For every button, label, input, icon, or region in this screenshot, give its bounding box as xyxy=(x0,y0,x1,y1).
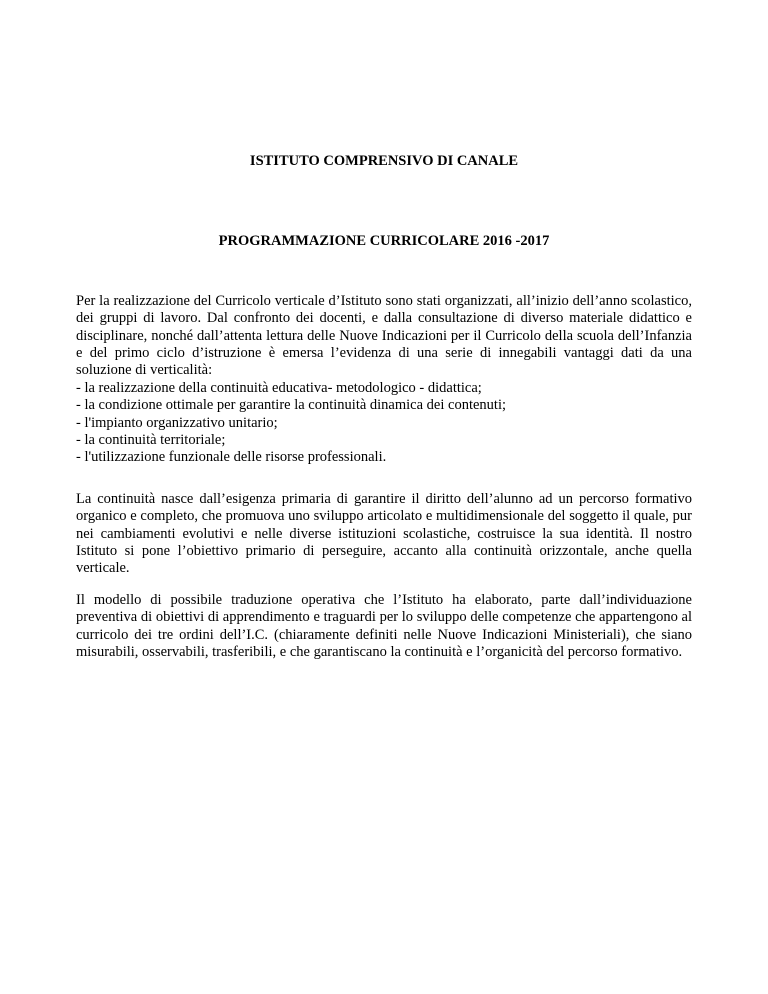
list-item: - la realizzazione della continuità educativa- metodologico - didattica; xyxy=(76,380,482,396)
document-title: ISTITUTO COMPRENSIVO DI CANALE xyxy=(249,153,519,169)
document-subtitle: PROGRAMMAZIONE CURRICOLARE 2016 -2017 xyxy=(218,233,550,249)
continuity-paragraph: La continuità nasce dall’esigenza primaria di garantire il diritto dell’alunno ad un percorso formativo organico e completo, che promuova uno sviluppo articolato e multidimensionale del soggetto il quale, pur nei cambiamenti evolutivi e nelle diverse istituzioni scolastiche, costruisce la sua identità. Il nostro Istituto si pone l’obiettivo primario di perseguire, accanto alla continuità orizzontale, anche quella verticale. xyxy=(76,491,692,577)
list-item: - l'utilizzazione funzionale delle risorse professionali. xyxy=(76,449,387,466)
intro-paragraph: Per la realizzazione del Curricolo verticale d’Istituto sono stati organizzati, all’inizio dell’anno scolastico, dei gruppi di lavoro. Dal confronto dei docenti, e dalla consultazione di diverso materiale didattico e disciplinare, nonché dall’attenta lettura delle Nuove Indicazioni per il Curricolo della scuola dell’Infanzia e del primo ciclo d’istruzione è emersa l’evidenza di una serie di innegabili vantaggi dati da una soluzione di verticalità: xyxy=(76,293,692,379)
model-paragraph: Il modello di possibile traduzione operativa che l’Istituto ha elaborato, parte dall’individuazione preventiva di obiettivi di apprendimento e traguardi per lo sviluppo delle competenze che appartengono al curricolo dei tre ordini dell’I.C. (chiaramente definiti nelle Nuove Indicazioni Ministeriali), che siano misurabili, osservabili, trasferibili, e che garantiscano la continuità e l’organicità del percorso formativo. xyxy=(76,592,692,660)
list-item: - la continuità territoriale; xyxy=(76,431,226,448)
list-item: - l'impianto organizzativo unitario; xyxy=(76,414,278,431)
advantages-list xyxy=(76,380,692,466)
list-item: - la condizione ottimale per garantire la continuità dinamica dei contenuti; xyxy=(76,397,507,414)
